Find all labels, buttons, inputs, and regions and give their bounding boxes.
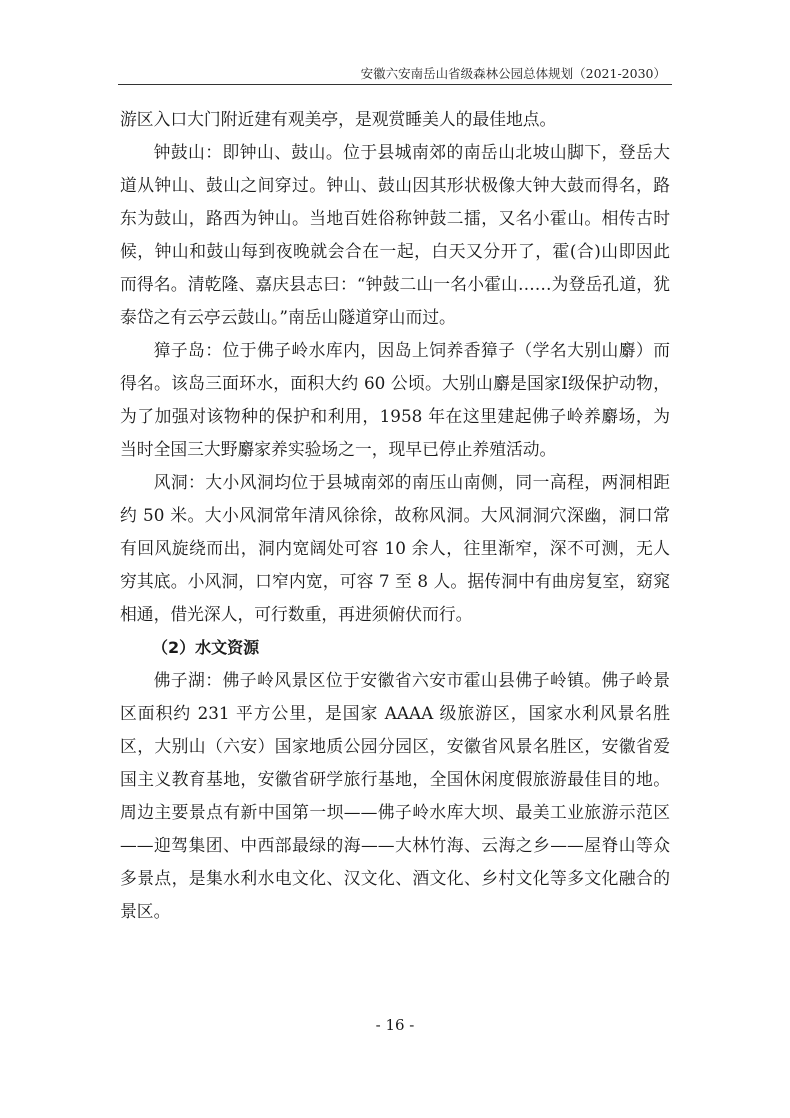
running-header: 安徽六安南岳山省级森林公园总体规划（2021-2030） [360, 66, 666, 81]
paragraph-zhonggushan: 钟鼓山：即钟山、鼓山。位于县城南郊的南岳山北坡山脚下，登岳大道从钟山、鼓山之间穿过。钟山、鼓山因其形状极像大钟大鼓而得名，路东为鼓山，路西为钟山。当地百姓俗称钟鼓二擂，又名小霍山。相传古时候，钟山和鼓山每到夜晚就会合在一起，白天又分开了，霍(合)山即因此而得名。清乾隆、嘉庆县志曰：“钟鼓二山一名小霍山……为登岳孔道，犹泰岱之有云亭云鼓山。”南岳山隧道穿山而过。 [120, 142, 670, 327]
page-number: - 16 - [375, 1016, 415, 1034]
paragraph-fozihu: 佛子湖：佛子岭风景区位于安徽省六安市霍山县佛子岭镇。佛子岭景区面积约 231 平方公里，是国家 AAAA 级旅游区，国家水利风景名胜区，大别山（六安）国家地质公园分园区，安徽省风景名胜区，安徽省爱国主义教育基地，安徽省研学旅行基地，全国休闲度假旅游最佳目的地。周边主要景点有新中国第一坝——佛子岭水库大坝、最美工业旅游示范区——迎驾集团、中西部最绿的海——大林竹海、云海之乡——屋脊山等众多景点，是集水利水电文化、汉文化、酒文化、乡村文化等多文化融合的景区。 [120, 670, 670, 921]
header-divider [118, 84, 672, 85]
document-body [120, 103, 670, 928]
paragraph-continuation: 游区入口大门附近建有观美亭，是观赏睡美人的最佳地点。 [120, 109, 557, 129]
paragraph-fengdong: 风洞：大小风洞均位于县城南郊的南压山南侧，同一高程，两洞相距约 50 米。大小风洞常年清风徐徐，故称风洞。大风洞洞穴深幽，洞口常有回风旋绕而出，洞内宽阔处可容 10 余人，往里渐窄，深不可测，无人穷其底。小风洞，口窄内宽，可容 7 至 8 人。据传洞中有曲房复室，窈窕相通，借光深人，可行数重，再进须俯伏而行。 [120, 472, 670, 624]
section-heading: （2）水文资源 [152, 638, 260, 657]
paragraph-zhangzidao: 獐子岛：位于佛子岭水库内，因岛上饲养香獐子（学名大别山麝）而得名。该岛三面环水，面积大约 60 公顷。大别山麝是国家Ⅰ级保护动物，为了加强对该物种的保护和利用，1958 年在这里建起佛子岭养麝场，为当时全国三大野麝家养实验场之一，现早已停止养殖活动。 [120, 340, 670, 459]
